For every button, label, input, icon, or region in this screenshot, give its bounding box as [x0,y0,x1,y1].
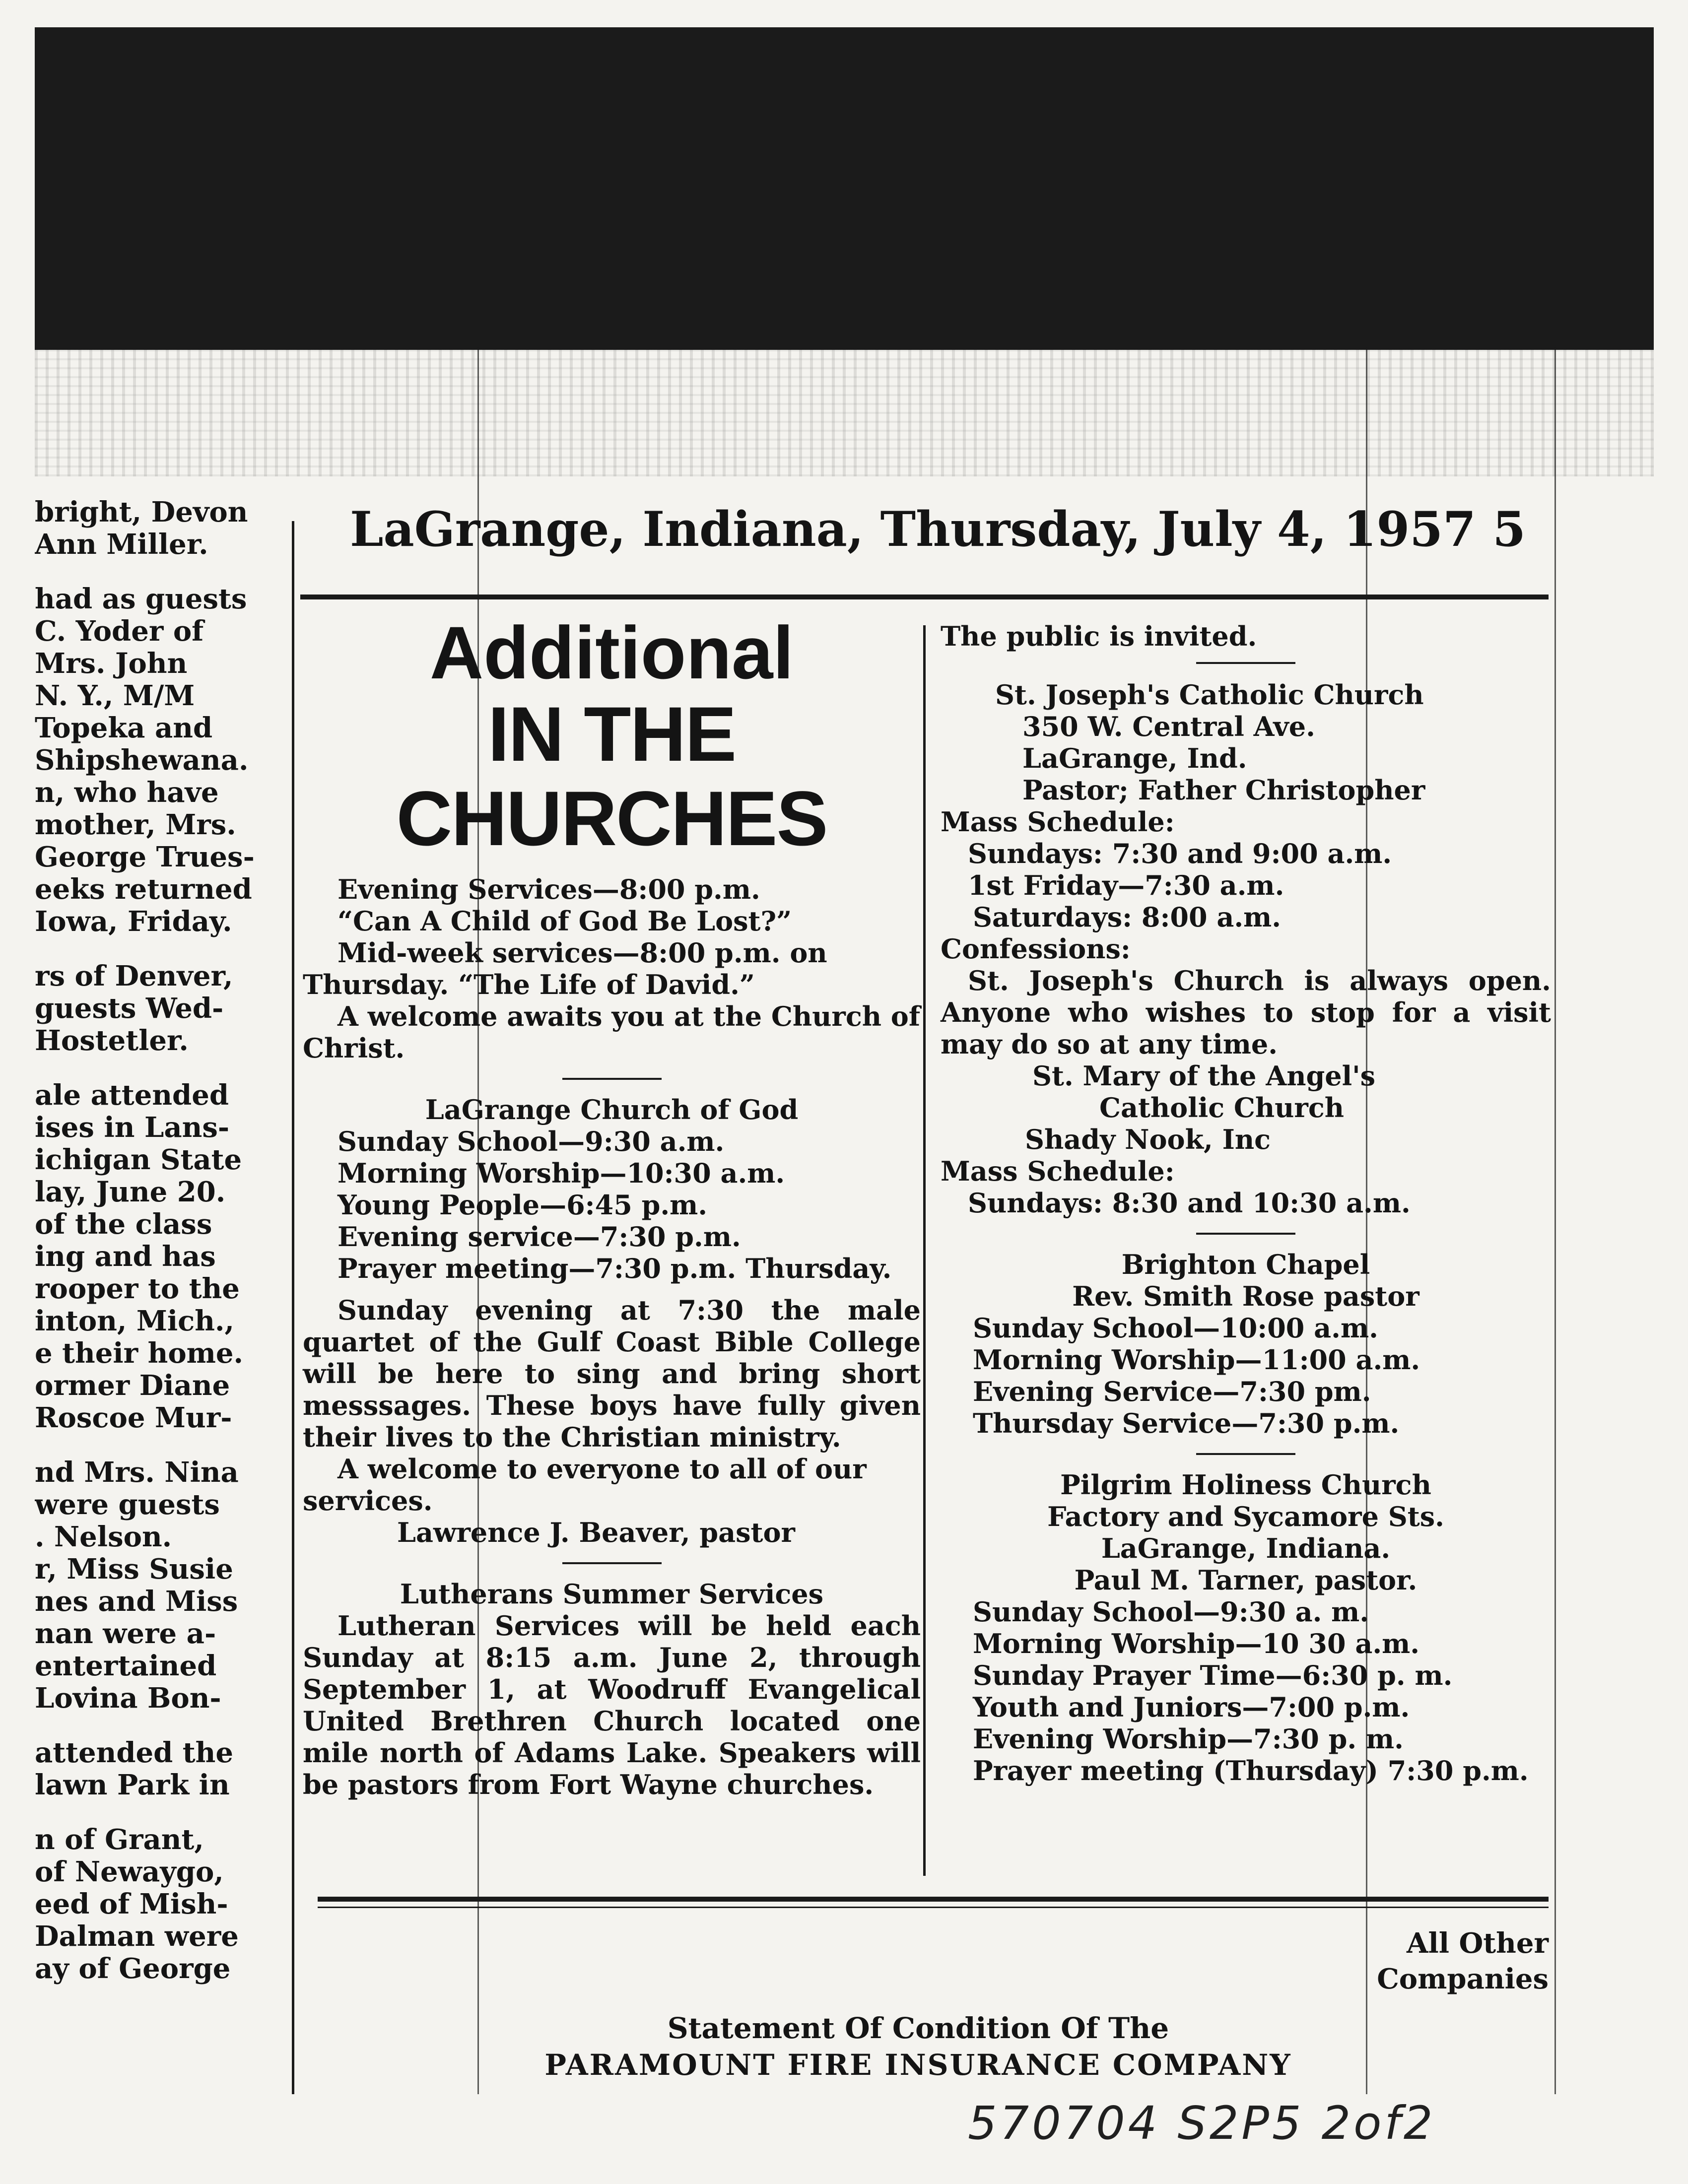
pilgrim-pastor: Paul M. Tarner, pastor. [1074,1564,1418,1596]
left-column-line: guests Wed- [35,993,224,1025]
left-column-line: were guests [35,1489,220,1521]
left-column-gap [35,1801,283,1824]
left-column-gap [35,1057,283,1079]
left-column-line: rooper to the [35,1273,240,1305]
masthead [350,501,1541,556]
left-column-line: n of Grant, [35,1824,204,1856]
left-column-line: ale attended [35,1079,229,1112]
left-column-line: lay, June 20. [35,1176,226,1208]
separator [562,1562,662,1564]
left-column-line: of Newaygo, [35,1856,224,1888]
cog-welcome-paragraph: A welcome to everyone to all of our services. [303,1453,867,1517]
coc-evening: Evening Services—8:00 p.m. [338,873,760,905]
bottom-rule-thin [318,1907,1549,1908]
left-column-line: attended the [35,1737,234,1769]
headline-in-the-churches: IN THE CHURCHES [396,691,827,862]
left-column-line: nd Mrs. Nina [35,1456,239,1489]
st-joseph-pastor: Pastor; Father Christopher [1022,774,1425,806]
brighton-line: Thursday Service—7:30 p.m. [973,1407,1400,1439]
left-column-line: ay of George [35,1953,231,1985]
st-mary-mass-line: Sundays: 8:30 and 10:30 a.m. [968,1187,1411,1219]
headline-additional: Additional [429,611,794,694]
left-column-gap [35,1715,283,1737]
left-column-line: nes and Miss [35,1586,238,1618]
left-column-gap [35,1434,283,1456]
brighton-title: Brighton Chapel [1121,1249,1370,1280]
st-joseph-title: St. Joseph's Catholic Church [995,679,1424,711]
left-column-line: r, Miss Susie [35,1553,233,1586]
left-column-line: . Nelson. [35,1521,172,1553]
left-column-line: nan were a- [35,1618,216,1650]
cog-pastor: Lawrence J. Beaver, pastor [397,1517,795,1548]
statement-line-1: Statement Of Condition Of The [667,2011,1169,2045]
pilgrim-line: Youth and Juniors—7:00 p.m. [973,1691,1410,1723]
right-column [941,620,1551,1787]
left-column-line: Topeka and [35,712,213,744]
separator [1196,1453,1295,1455]
left-column-line: Hostetler. [35,1025,189,1057]
left-column-line: lawn Park in [35,1769,230,1801]
cog-quartet-paragraph: Sunday evening at 7:30 the male quartet of the Gulf Coast Bible College will be here to sing and bring short messsages. These boys have fully given their lives to the Christian ministry. [303,1294,921,1453]
middle-column-rule [923,625,926,1876]
st-joseph-address-2: LaGrange, Ind. [1022,742,1247,774]
left-column-line: eeks returned [35,873,252,906]
coc-welcome: A welcome awaits you at the Church of Christ. [303,1000,921,1064]
cog-line: Sunday School—9:30 a.m. [338,1125,725,1157]
st-mary-location: Shady Nook, Inc [1025,1124,1271,1155]
left-column-line: n, who have [35,777,219,809]
left-column-gap [35,561,283,583]
left-column-line: rs of Denver, [35,960,233,993]
pilgrim-address-2: LaGrange, Indiana. [1101,1532,1391,1564]
left-column-line: mother, Mrs. [35,809,236,841]
cog-line: Young People—6:45 p.m. [338,1189,708,1221]
pilgrim-line: Morning Worship—10 30 a.m. [973,1628,1420,1659]
scan-noise [35,347,1654,476]
left-column-line: C. Yoder of [35,615,204,648]
pilgrim-line: Sunday Prayer Time—6:30 p. m. [973,1659,1453,1691]
brighton-line: Evening Service—7:30 pm. [973,1376,1371,1407]
st-joseph-mass-heading: Mass Schedule: [941,806,1175,838]
st-mary-title-2: Catholic Church [1099,1092,1344,1124]
cog-title: LaGrange Church of God [425,1094,799,1125]
left-column-line: Mrs. John [35,648,188,680]
separator [1196,1233,1295,1235]
coc-midweek: Mid-week services—8:00 p.m. on Thursday. “The Life of David.” [303,937,827,1000]
statement-line-2: PARAMOUNT FIRE INSURANCE COMPANY [544,2048,1292,2082]
left-column-line: inton, Mich., [35,1305,234,1337]
left-column-rule [292,521,294,2094]
brighton-line: Sunday School—10:00 a.m. [973,1312,1378,1344]
lutheran-title: Lutherans Summer Services [400,1578,824,1610]
lutheran-paragraph: Lutheran Services will be held each Sunday at 8:15 a.m. June 2, through September 1, at Woodruff Evangelical United Brethren Church located one mile north of Adams Lake. Speakers will be pastors from Fort Wayne churches. [303,1610,921,1800]
left-column-line: Iowa, Friday. [35,906,232,938]
left-column-line: Shipshewana. [35,744,249,777]
left-column-line: Roscoe Mur- [35,1402,232,1434]
st-joseph-mass-line: Sundays: 7:30 and 9:00 a.m. [968,838,1392,869]
all-other-line-2: Companies [1377,1963,1549,1995]
masthead-rule [300,595,1549,599]
cog-line: Evening service—7:30 p.m. [338,1221,741,1253]
separator [562,1078,662,1080]
cog-line: Morning Worship—10:30 a.m. [338,1157,785,1189]
left-column-line: ises in Lans- [35,1112,230,1144]
pilgrim-line: Evening Worship—7:30 p. m. [973,1723,1404,1755]
left-column-line: Ann Miller. [35,529,208,561]
separator [1196,662,1295,664]
left-column-line: Dalman were [35,1920,239,1953]
bottom-rule-thick [318,1897,1549,1902]
public-invited: The public is invited. [941,620,1257,652]
pilgrim-line: Sunday School—9:30 a. m. [973,1596,1369,1628]
st-joseph-mass-line: 1st Friday—7:30 a.m. [968,869,1284,901]
left-column-line: Lovina Bon- [35,1682,221,1715]
coc-sermon: “Can A Child of God Be Lost?” [338,905,792,937]
left-column-gap [35,938,283,960]
all-other-line-1: All Other [1407,1927,1549,1960]
left-column-line: bright, Devon [35,496,248,529]
st-joseph-mass-line: Saturdays: 8:00 a.m. [973,901,1282,933]
left-column-line: George Trues- [35,841,255,873]
left-column-line: of the class [35,1208,212,1241]
middle-column [303,613,921,1800]
left-column-line: ormer Diane [35,1370,230,1402]
left-column-line: e their home. [35,1337,244,1370]
pilgrim-address-1: Factory and Sycamore Sts. [1047,1501,1444,1532]
st-mary-mass-heading: Mass Schedule: [941,1155,1175,1187]
brighton-pastor: Rev. Smith Rose pastor [1072,1280,1419,1312]
handwritten-archive-note: 570704 S2P5 2of2 [968,2097,1436,2150]
brighton-line: Morning Worship—11:00 a.m. [973,1344,1420,1376]
right-edge-rule [1554,347,1556,2094]
left-column-line: ichigan State [35,1144,242,1176]
insurance-statement-heading [447,2010,1390,2083]
masthead-text: LaGrange, Indiana, Thursday, July 4, 1957 5 [350,501,1526,557]
all-other-companies [1360,1925,1549,1997]
left-column-line: eed of Mish- [35,1888,228,1920]
st-mary-title-1: St. Mary of the Angel's [1032,1060,1376,1092]
pilgrim-title: Pilgrim Holiness Church [1060,1469,1431,1501]
pilgrim-line: Prayer meeting (Thursday) 7:30 p.m. [973,1755,1529,1787]
left-column-line: entertained [35,1650,217,1682]
st-joseph-address-1: 350 W. Central Ave. [1022,711,1315,742]
left-column-line: had as guests [35,583,247,615]
st-joseph-open-text: St. Joseph's Church is always open. Anyone who wishes to stop for a visit may do so at any time. [941,965,1551,1060]
left-column-line: ing and has [35,1241,216,1273]
st-joseph-confessions: Confessions: [941,933,1131,965]
scan-black-band [35,27,1654,350]
left-column-line: N. Y., M/M [35,680,195,712]
cog-line: Prayer meeting—7:30 p.m. Thursday. [338,1253,892,1284]
left-clipped-column [35,496,283,1985]
